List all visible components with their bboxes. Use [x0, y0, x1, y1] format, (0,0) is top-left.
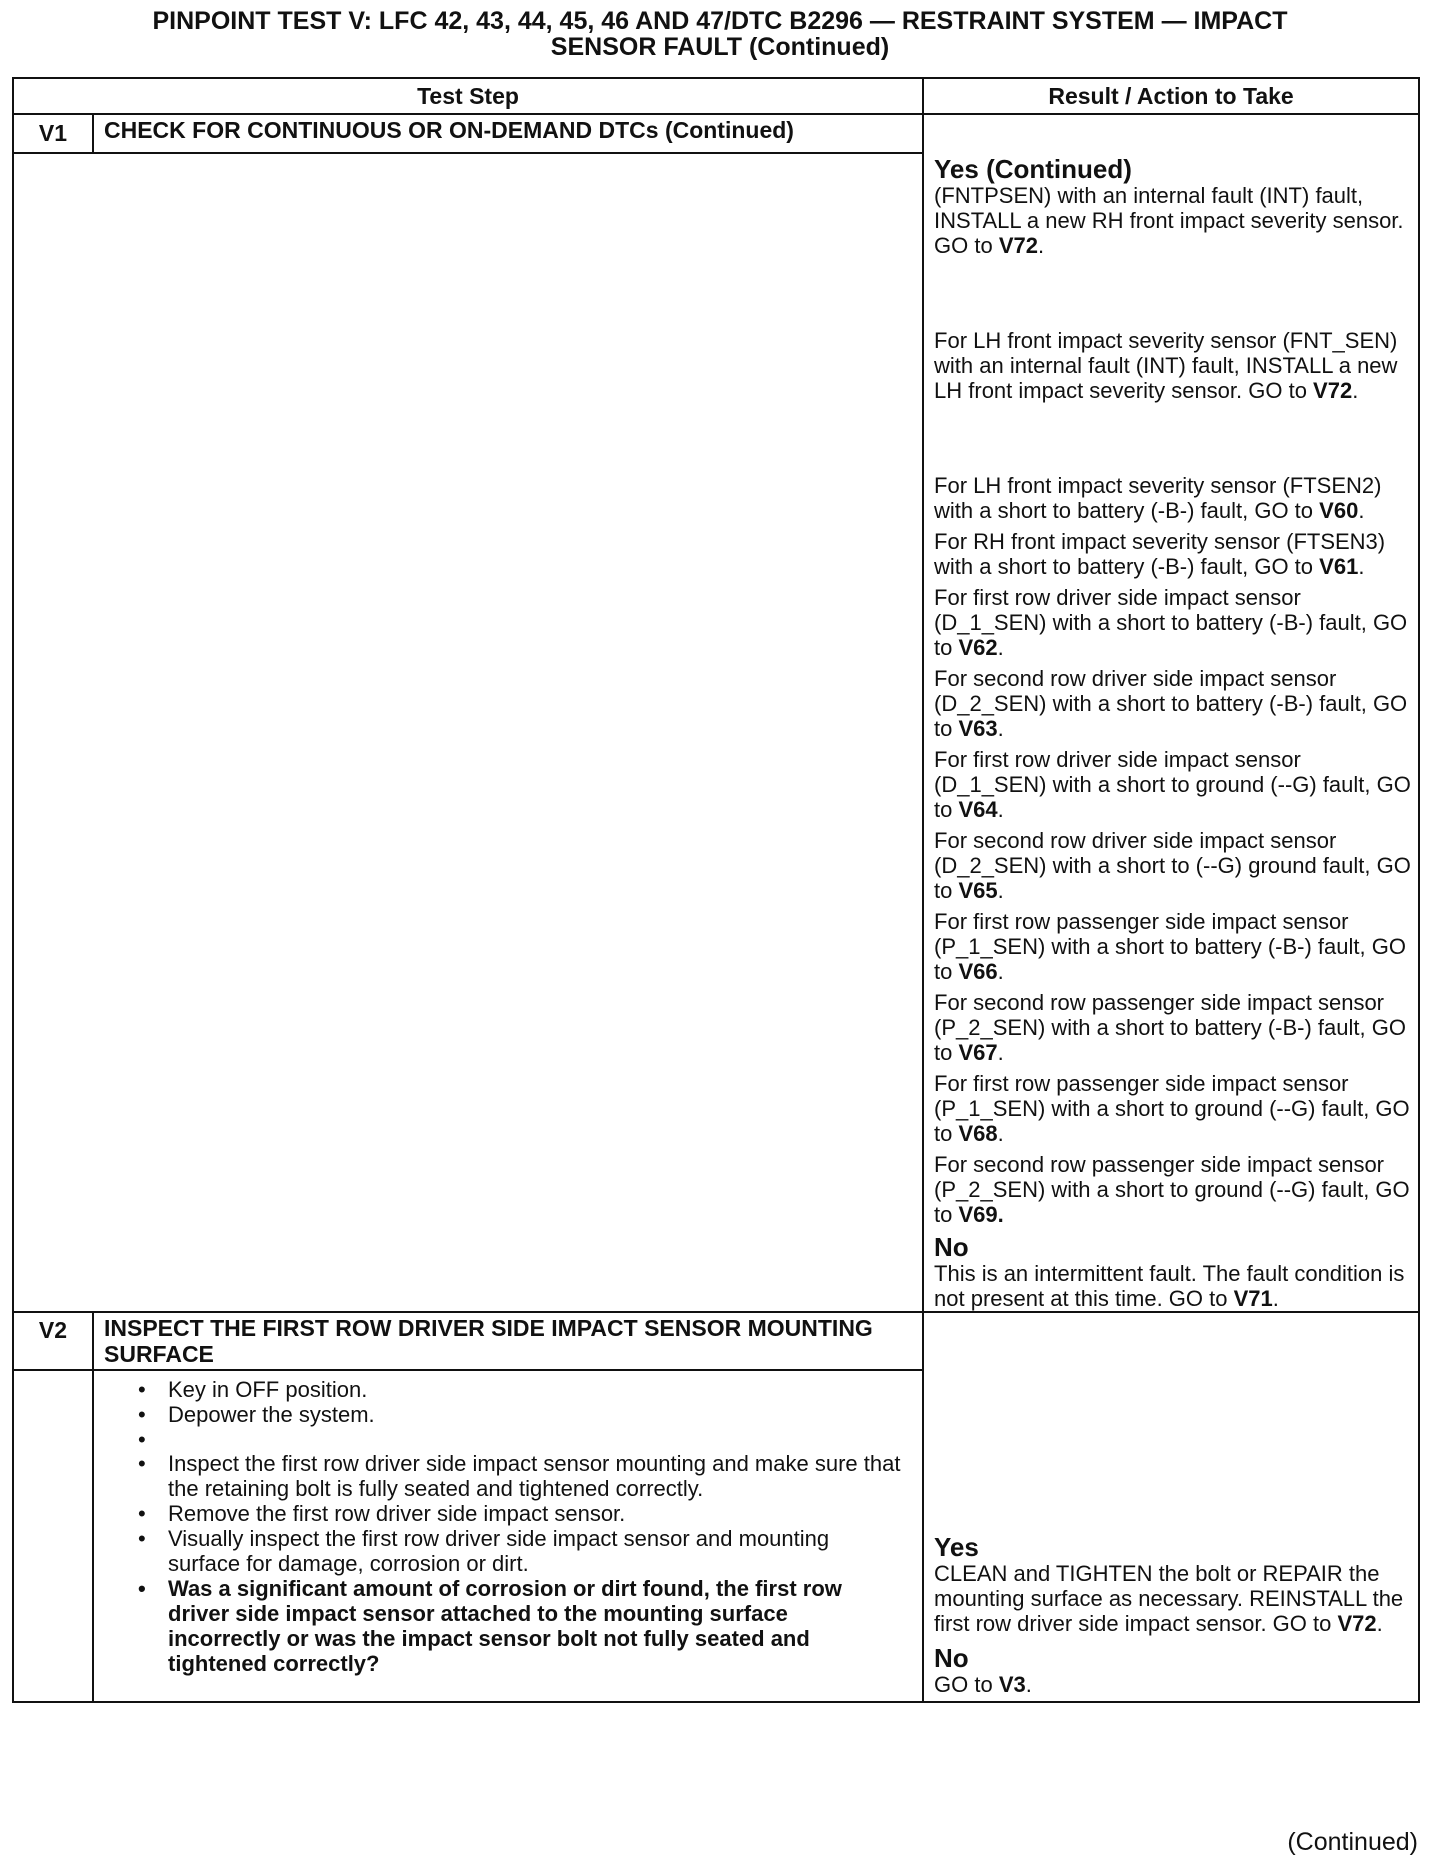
header-result: Result / Action to Take: [923, 78, 1419, 114]
v2-results: [923, 1312, 1419, 1702]
v1-no-end: .: [1272, 1286, 1279, 1311]
v2-no-end: .: [1025, 1672, 1032, 1697]
v1-result-text: For first row driver side impact sensor (D_1_SEN) with a short to ground (--G) fault, GO to: [934, 747, 1411, 822]
v2-no-body: GO to: [934, 1672, 999, 1697]
v2-step-number: V2: [13, 1312, 93, 1370]
v2-no-label: No: [934, 1643, 969, 1673]
v1-result-item: [934, 666, 1412, 741]
v1-result-text: For first row driver side impact sensor (D_1_SEN) with a short to battery (-B-) fault, GO to: [934, 585, 1408, 660]
v1-result-item: [934, 585, 1412, 660]
v1-result-item: [934, 909, 1412, 984]
v2-yes-label: Yes: [934, 1532, 979, 1562]
v1-result-end: .: [997, 959, 1004, 984]
v2-empty-cell: [13, 1370, 93, 1702]
pinpoint-test-table: [12, 77, 1420, 1703]
v1-result-text: (FNTPSEN) with an internal fault (INT) fault, INSTALL a new RH front impact severity sensor. GO to: [934, 183, 1404, 258]
v1-result-text: For second row driver side impact sensor (D_2_SEN) with a short to (--G) ground fault, GO to: [934, 828, 1411, 903]
v1-result-list: [934, 183, 1412, 1227]
v1-result-item: [934, 1071, 1412, 1146]
v1-result-item: [934, 1152, 1412, 1227]
v1-result-text: For second row passenger side impact sensor (P_2_SEN) with a short to ground (--G) fault, GO to: [934, 1152, 1410, 1227]
v1-result-end: .: [1037, 233, 1045, 258]
v1-step-title: CHECK FOR CONTINUOUS OR ON-DEMAND DTCs (Continued): [93, 114, 923, 153]
v1-result-end: .: [1358, 554, 1365, 579]
v2-title-row: [13, 1312, 1419, 1370]
v2-no-text: [934, 1672, 1412, 1697]
v2-yes-body: CLEAN and TIGHTEN the bolt or REPAIR the mounting surface as necessary. REINSTALL the first row driver side impact sensor. GO to: [934, 1561, 1404, 1636]
v1-result-text: For LH front impact severity sensor (FNT_SEN) with an internal fault (INT) fault, INSTALL a new LH front impact severity sensor. GO to: [934, 328, 1398, 403]
v1-no-go: V71: [1233, 1286, 1273, 1311]
v1-result-end: .: [997, 878, 1004, 903]
v1-result-end: .: [997, 716, 1004, 741]
v2-yes-text: [934, 1561, 1412, 1636]
v1-result-go: V66: [958, 959, 998, 984]
v2-no-go: V3: [998, 1672, 1026, 1697]
v1-result-end: .: [1352, 378, 1359, 403]
v2-step-item: • Remove the first row driver side impact sensor.: [134, 1501, 902, 1526]
v1-result-go: V62: [958, 635, 998, 660]
v1-result-text: For LH front impact severity sensor (FTSEN2) with a short to battery (-B-) fault, GO to: [934, 473, 1382, 523]
v2-yes-end: .: [1376, 1611, 1383, 1636]
v1-result-go: V61: [1319, 554, 1359, 579]
v1-result-end: .: [997, 797, 1004, 822]
v1-result-go: V63: [958, 716, 998, 741]
header-row: [13, 78, 1419, 114]
v1-result-go: V65: [958, 878, 998, 903]
v1-title-row: [13, 114, 1419, 153]
v1-result-go: V67: [958, 1040, 998, 1065]
v1-result-go: V68: [958, 1121, 998, 1146]
page-title: [0, 8, 1440, 60]
v2-step-item: • Inspect the first row driver side impact sensor mounting and make sure that the retaining bolt is fully seated and tightened correctly.: [134, 1451, 902, 1501]
v1-result-text: For first row passenger side impact sensor (P_1_SEN) with a short to battery (-B-) fault, GO to: [934, 909, 1406, 984]
header-test-step: Test Step: [13, 78, 923, 114]
v1-step-number: V1: [13, 114, 93, 153]
v1-result-item: [934, 747, 1412, 822]
title-line-2: SENSOR FAULT (Continued): [550, 33, 890, 61]
v2-yes-go: V72: [1337, 1611, 1377, 1636]
v1-result-item: [934, 990, 1412, 1065]
v1-no-text: [934, 1261, 1412, 1311]
v1-result-go: V64: [958, 797, 998, 822]
v1-result-go: V69.: [958, 1202, 1004, 1227]
v1-result-item: [934, 328, 1412, 403]
v1-result-text: For second row passenger side impact sensor (P_2_SEN) with a short to battery (-B-) fault, GO to: [934, 990, 1406, 1065]
v2-step-question: • Was a significant amount of corrosion or dirt found, the first row driver side impact sensor attached to the mounting surface incorrectly or was the impact sensor bolt not fully seated and tightened correctly?: [134, 1576, 902, 1676]
v2-step-item: • Visually inspect the first row driver side impact sensor and mounting surface for damage, corrosion or dirt.: [134, 1526, 902, 1576]
v1-result-item: [934, 828, 1412, 903]
v1-result-item: [934, 183, 1412, 258]
v1-result-text: For second row driver side impact sensor (D_2_SEN) with a short to battery (-B-) fault, GO to: [934, 666, 1408, 741]
v1-result-go: V72: [998, 233, 1038, 258]
v2-step-body: [93, 1370, 923, 1702]
v1-result-end: .: [997, 1121, 1004, 1146]
v1-result-go: V72: [1313, 378, 1353, 403]
v2-step-item: • Key in OFF position.: [134, 1377, 902, 1402]
v1-results: [923, 114, 1419, 1312]
continued-footer: (Continued): [1287, 1828, 1418, 1856]
v1-result-end: .: [997, 635, 1004, 660]
v1-result-end: .: [997, 1040, 1004, 1065]
v1-result-text: For RH front impact severity sensor (FTSEN3) with a short to battery (-B-) fault, GO to: [934, 529, 1386, 579]
v1-result-item: [934, 473, 1412, 523]
v2-step-list: [94, 1371, 922, 1676]
v1-result-go: V60: [1319, 498, 1359, 523]
v1-yes-label: Yes (Continued): [934, 154, 1132, 184]
title-line-1: PINPOINT TEST V: LFC 42, 43, 44, 45, 46 AND 47/DTC B2296 — RESTRAINT SYSTEM — IMPACT: [152, 7, 1288, 35]
v2-step-item: • Depower the system.: [134, 1402, 902, 1427]
v1-result-end: .: [1358, 498, 1365, 523]
v2-step-title: INSPECT THE FIRST ROW DRIVER SIDE IMPACT SENSOR MOUNTING SURFACE: [93, 1312, 923, 1370]
v1-step-body: [13, 153, 923, 1312]
v1-no-body: This is an intermittent fault. The fault condition is not present at this time. GO to: [934, 1261, 1405, 1311]
v1-result-item: [934, 529, 1412, 579]
v1-result-text: For first row passenger side impact sensor (P_1_SEN) with a short to ground (--G) fault, GO to: [934, 1071, 1410, 1146]
v1-no-label: No: [934, 1232, 969, 1262]
v2-step-spacer: [134, 1427, 902, 1451]
